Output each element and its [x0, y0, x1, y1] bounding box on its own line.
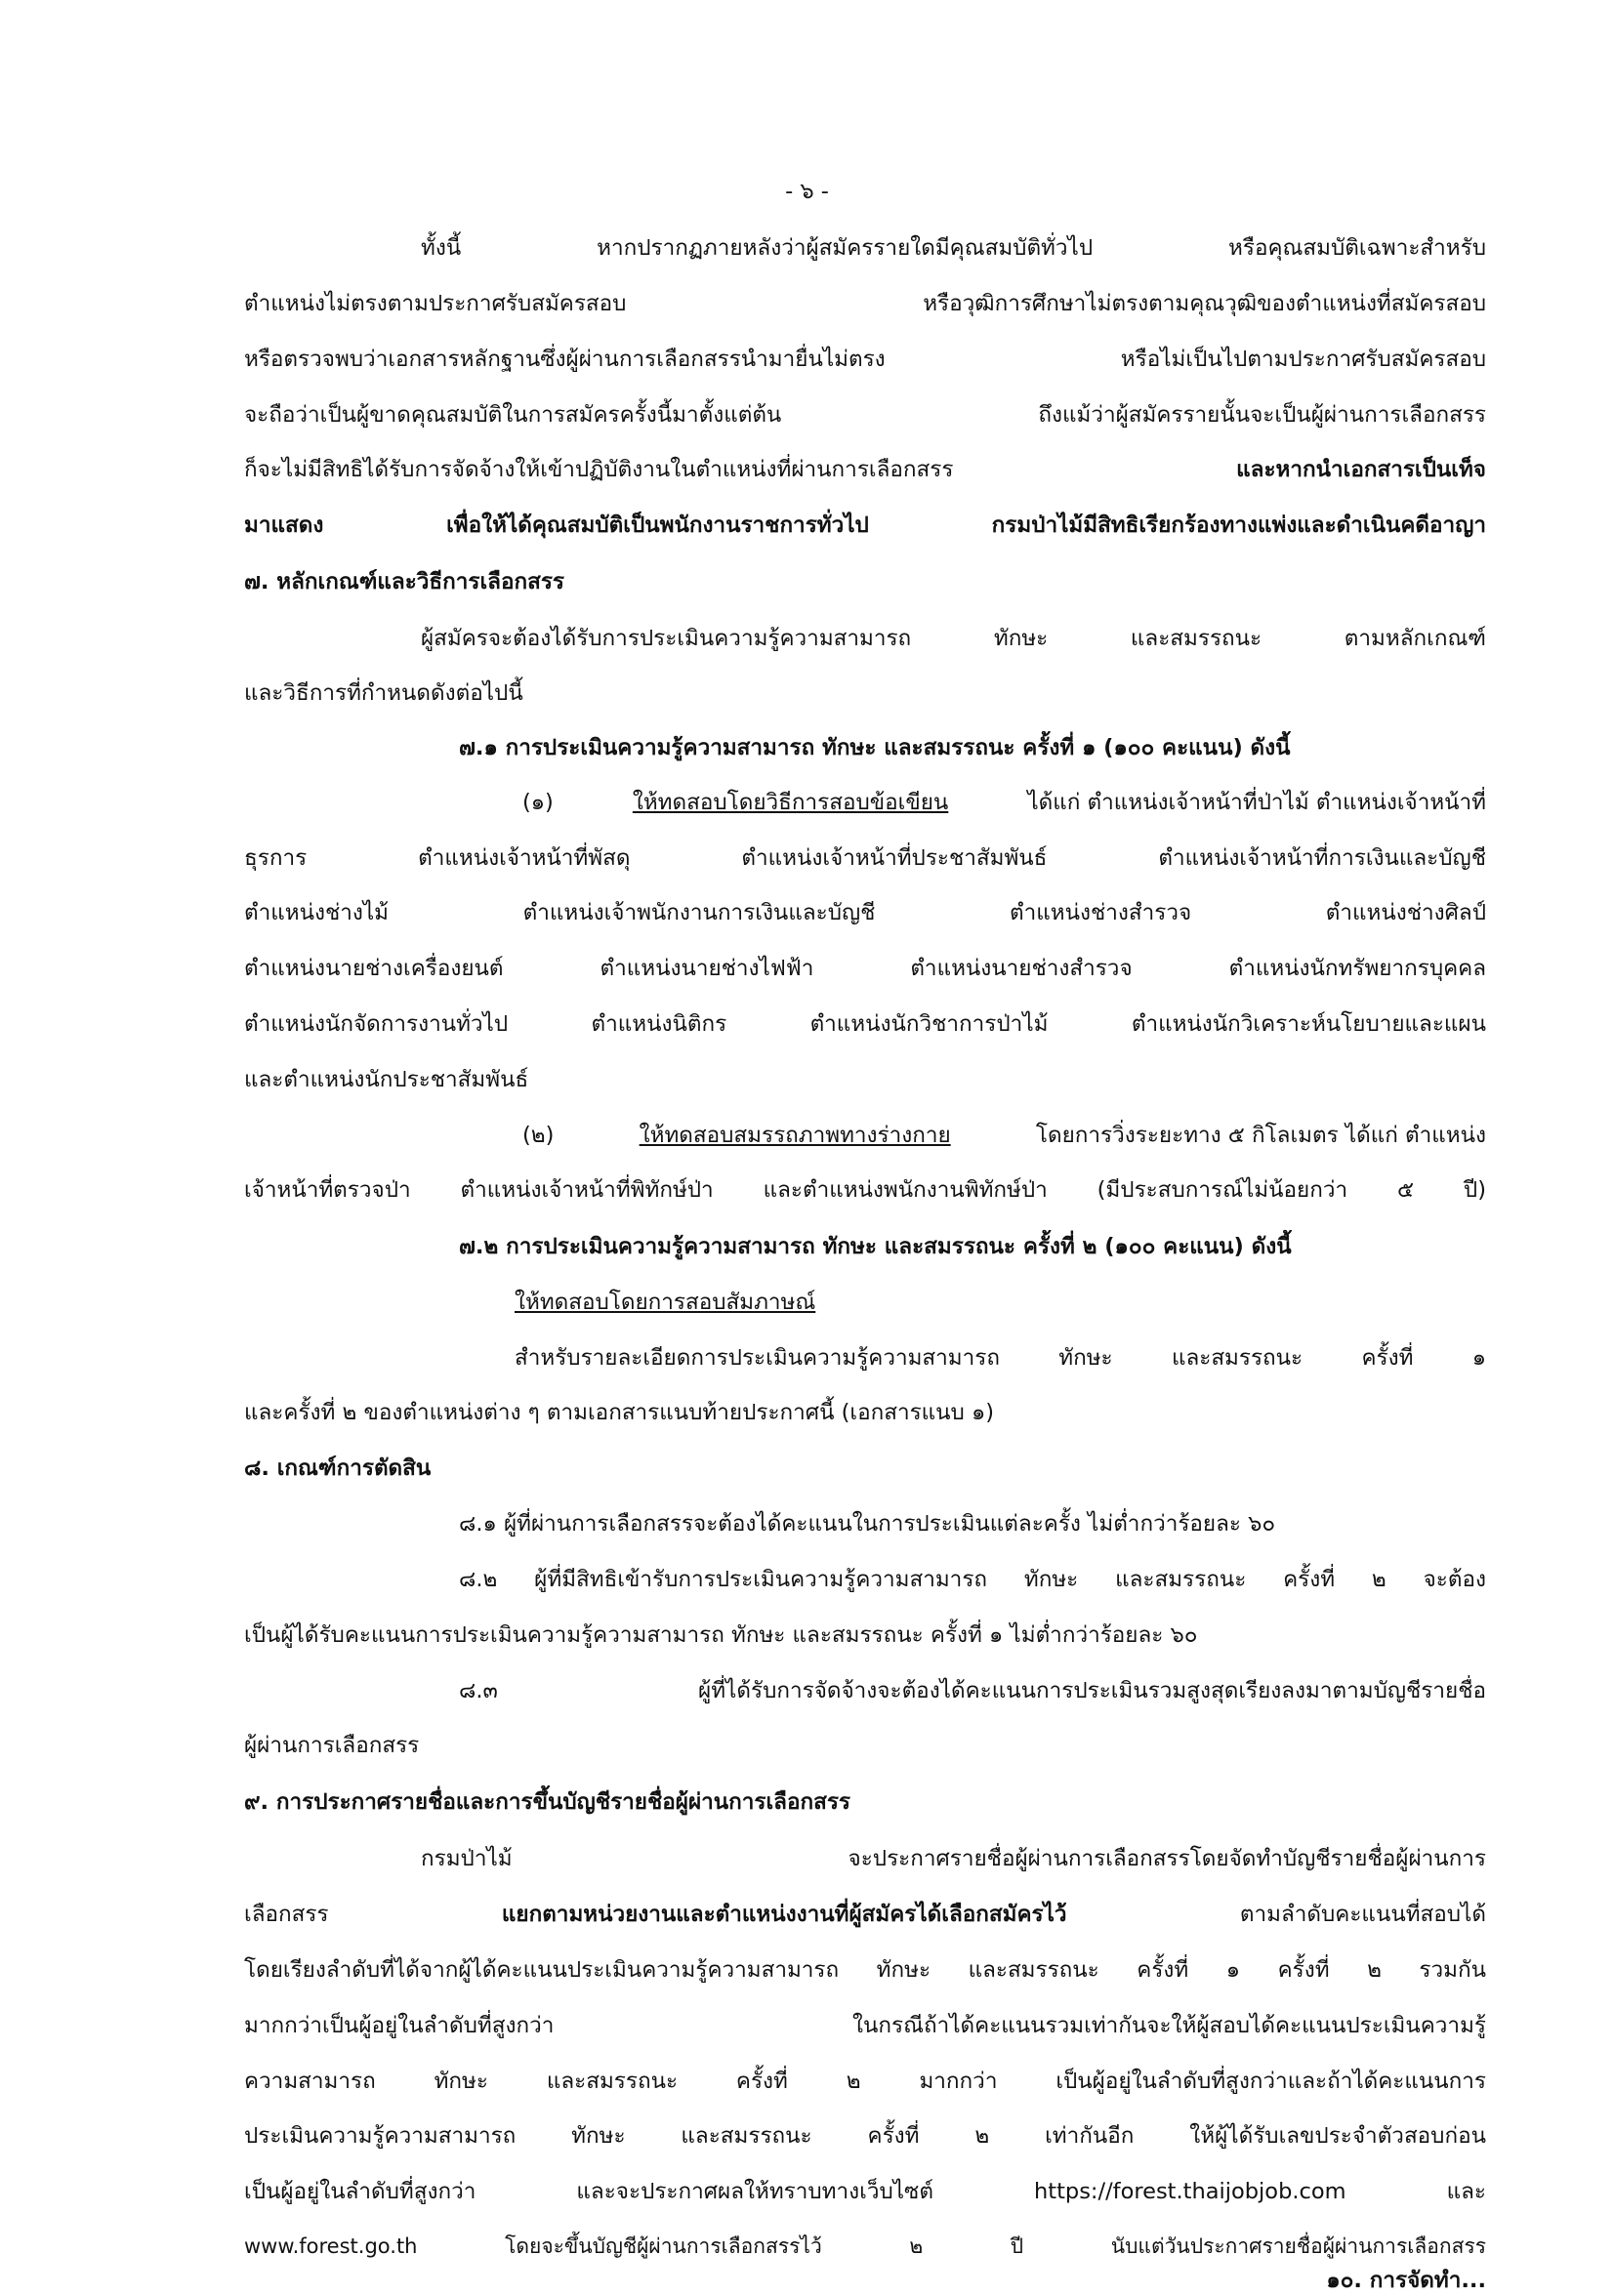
section-9-text: กรมป่าไม้ จะประกาศรายชื่อผู้ผ่านการเลือกสรรโดยจัดทำบัญชีรายชื่อผู้ผ่านการ: [421, 1846, 1486, 1871]
intro-text: ก็จะไม่มีสิทธิได้รับการจัดจ้างให้เข้าปฏิบัติงานในตำแหน่งที่ผ่านการเลือกสรร: [244, 457, 954, 482]
section-9-bold-text: แยกตามหน่วยงานและตำแหน่งงานที่ผู้สมัครได้เลือกสมัครไว้: [501, 1902, 1067, 1927]
section-8-text: เป็นผู้ได้รับคะแนนการประเมินความรู้ความสามารถ ทักษะ และสมรรถนะ ครั้งที่ ๑ ไม่ต่ำกว่าร้อยละ ๖๐: [244, 1622, 1198, 1648]
section-9-heading: ๙. การประกาศรายชื่อและการขึ้นบัญชีรายชื่อผู้ผ่านการเลือกสรร: [244, 1789, 851, 1815]
item-text: ได้แก่ ตำแหน่งเจ้าหน้าที่ป่าไม้ ตำแหน่งเจ้าหน้าที่: [1027, 790, 1486, 815]
section-8-item: ๘.๓ ผู้ที่ได้รับการจัดจ้างจะต้องได้คะแนนการประเมินรวมสูงสุดเรียงลงมาตามบัญชีรายชื่อ: [459, 1678, 1486, 1703]
test-method-label: ให้ทดสอบสมรรถภาพทางร่างกาย: [639, 1123, 951, 1148]
section-7-2-text: และครั้งที่ ๒ ของตำแหน่งต่าง ๆ ตามเอกสารแนบท้ายประกาศนี้ (เอกสารแนบ ๑): [244, 1400, 995, 1425]
section-7-1-text: ตำแหน่งช่างไม้ ตำแหน่งเจ้าพนักงานการเงินและบัญชี ตำแหน่งช่างสำรวจ ตำแหน่งช่างศิลป์: [244, 900, 1486, 925]
section-9-text: เป็นผู้อยู่ในลำดับที่สูงกว่า และจะประกาศผลให้ทราบทางเว็บไซต์ https://forest.thaijobjob.com และ: [244, 2179, 1486, 2204]
intro-line: ตำแหน่งไม่ตรงตามประกาศรับสมัครสอบ หรือวุฒิการศึกษาไม่ตรงตามคุณวุฒิของตำแหน่งที่สมัครสอบ: [244, 291, 1486, 316]
section-7-1-text: เจ้าหน้าที่ตรวจป่า ตำแหน่งเจ้าหน้าที่พิทักษ์ป่า และตำแหน่งพนักงานพิทักษ์ป่า (มีประสบการณ์ไม่น้อยกว่า ๕ ปี): [244, 1177, 1486, 1203]
section-7-heading: ๗. หลักเกณฑ์และวิธีการเลือกสรร: [244, 569, 565, 594]
test-method-label: ให้ทดสอบโดยวิธีการสอบข้อเขียน: [632, 790, 949, 815]
section-7-2-heading: ๗.๒ การประเมินความรู้ความสามารถ ทักษะ และสมรรถนะ ครั้งที่ ๒ (๑๐๐ คะแนน) ดังนี้: [459, 1234, 1292, 1259]
section-7-1-text: ตำแหน่งนายช่างเครื่องยนต์ ตำแหน่งนายช่างไฟฟ้า ตำแหน่งนายช่างสำรวจ ตำแหน่งนักทรัพยากรบุคคล: [244, 956, 1486, 981]
section-9-text: www.forest.go.th โดยจะขึ้นบัญชีผู้ผ่านการเลือกสรรไว้ ๒ ปี นับแต่วันประกาศรายชื่อผู้ผ่านการเลือกสรร: [244, 2234, 1486, 2258]
section-7-1-text: ธุรการ ตำแหน่งเจ้าหน้าที่พัสดุ ตำแหน่งเจ้าหน้าที่ประชาสัมพันธ์ ตำแหน่งเจ้าหน้าที่การเงินและบัญชี: [244, 845, 1486, 871]
section-8-text: ผู้ผ่านการเลือกสรร: [244, 1733, 420, 1758]
section-7-1-text: และตำแหน่งนักประชาสัมพันธ์: [244, 1067, 529, 1092]
section-9-text: มากกว่าเป็นผู้อยู่ในลำดับที่สูงกว่า ในกรณีถ้าได้คะแนนรวมเท่ากันจะให้ผู้สอบได้คะแนนประเมินความรู้: [244, 2013, 1486, 2038]
intro-line: [244, 454, 1486, 485]
intro-line: ทั้งนี้ หากปรากฏภายหลังว่าผู้สมัครรายใดมีคุณสมบัติทั่วไป หรือคุณสมบัติเฉพาะสำหรับ: [421, 235, 1486, 261]
section-7-1-item-2: [522, 1120, 1486, 1151]
section-8-item: ๘.๒ ผู้ที่มีสิทธิเข้ารับการประเมินความรู้ความสามารถ ทักษะ และสมรรถนะ ครั้งที่ ๒ จะต้อง: [459, 1567, 1486, 1592]
intro-line: จะถือว่าเป็นผู้ขาดคุณสมบัติในการสมัครครั้งนี้มาตั้งแต่ต้น ถึงแม้ว่าผู้สมัครรายนั้นจะเป็นผู้ผ่านการเลือกสรร: [244, 402, 1486, 428]
section-9-line: [244, 1899, 1486, 1930]
intro-bold-line: มาแสดง เพื่อให้ได้คุณสมบัติเป็นพนักงานราชการทั่วไป กรมป่าไม้มีสิทธิเรียกร้องทางแพ่งและดำเนินคดีอาญา: [244, 512, 1486, 538]
intro-bold-text: และหากนำเอกสารเป็นเท็จ: [1236, 457, 1486, 482]
item-number: (๑): [522, 790, 554, 815]
section-9-text: ประเมินความรู้ความสามารถ ทักษะ และสมรรถนะ ครั้งที่ ๒ เท่ากันอีก ให้ผู้ได้รับเลขประจำตัวสอบก่อน: [244, 2123, 1486, 2149]
section-8-heading: ๘. เกณฑ์การตัดสิน: [244, 1456, 432, 1481]
continuation-marker: ๑๐. การจัดทำ...: [1326, 2268, 1486, 2293]
section-7-text: ผู้สมัครจะต้องได้รับการประเมินความรู้ความสามารถ ทักษะ และสมรรถนะ ตามหลักเกณฑ์: [421, 626, 1486, 651]
section-7-1-text: ตำแหน่งนักจัดการงานทั่วไป ตำแหน่งนิติกร ตำแหน่งนักวิชาการป่าไม้ ตำแหน่งนักวิเคราะห์นโยบายและแผน: [244, 1011, 1486, 1037]
section-7-1-item-1: [522, 787, 1486, 818]
item-text: โดยการวิ่งระยะทาง ๕ กิโลเมตร ได้แก่ ตำแหน่ง: [1035, 1123, 1486, 1148]
section-7-text: และวิธีการที่กำหนดดังต่อไปนี้: [244, 680, 523, 706]
section-7-2-text: สำหรับรายละเอียดการประเมินความรู้ความสามารถ ทักษะ และสมรรถนะ ครั้งที่ ๑: [515, 1345, 1486, 1371]
section-9-text: เลือกสรร: [244, 1902, 329, 1927]
item-number: (๒): [522, 1123, 555, 1148]
section-7-1-heading: ๗.๑ การประเมินความรู้ความสามารถ ทักษะ และสมรรถนะ ครั้งที่ ๑ (๑๐๐ คะแนน) ดังนี้: [459, 735, 1291, 760]
section-9-text: โดยเรียงลำดับที่ได้จากผู้ได้คะแนนประเมินความรู้ความสามารถ ทักษะ และสมรรถนะ ครั้งที่ ๑ ครั้งที่ ๒ รวมกัน: [244, 1957, 1486, 1983]
intro-line: หรือตรวจพบว่าเอกสารหลักฐานซึ่งผู้ผ่านการเลือกสรรนำมายื่นไม่ตรง หรือไม่เป็นไปตามประกาศรับสมัครสอบ: [244, 347, 1486, 372]
page-number: - ๖ -: [785, 179, 829, 204]
section-9-text: ความสามารถ ทักษะ และสมรรถนะ ครั้งที่ ๒ มากกว่า เป็นผู้อยู่ในลำดับที่สูงกว่าและถ้าได้คะแนนการ: [244, 2069, 1486, 2094]
section-8-item: ๘.๑ ผู้ที่ผ่านการเลือกสรรจะต้องได้คะแนนในการประเมินแต่ละครั้ง ไม่ต่ำกว่าร้อยละ ๖๐: [459, 1511, 1276, 1537]
section-9-text: ตามลำดับคะแนนที่สอบได้: [1239, 1902, 1486, 1927]
test-method-label: ให้ทดสอบโดยการสอบสัมภาษณ์: [515, 1290, 816, 1315]
